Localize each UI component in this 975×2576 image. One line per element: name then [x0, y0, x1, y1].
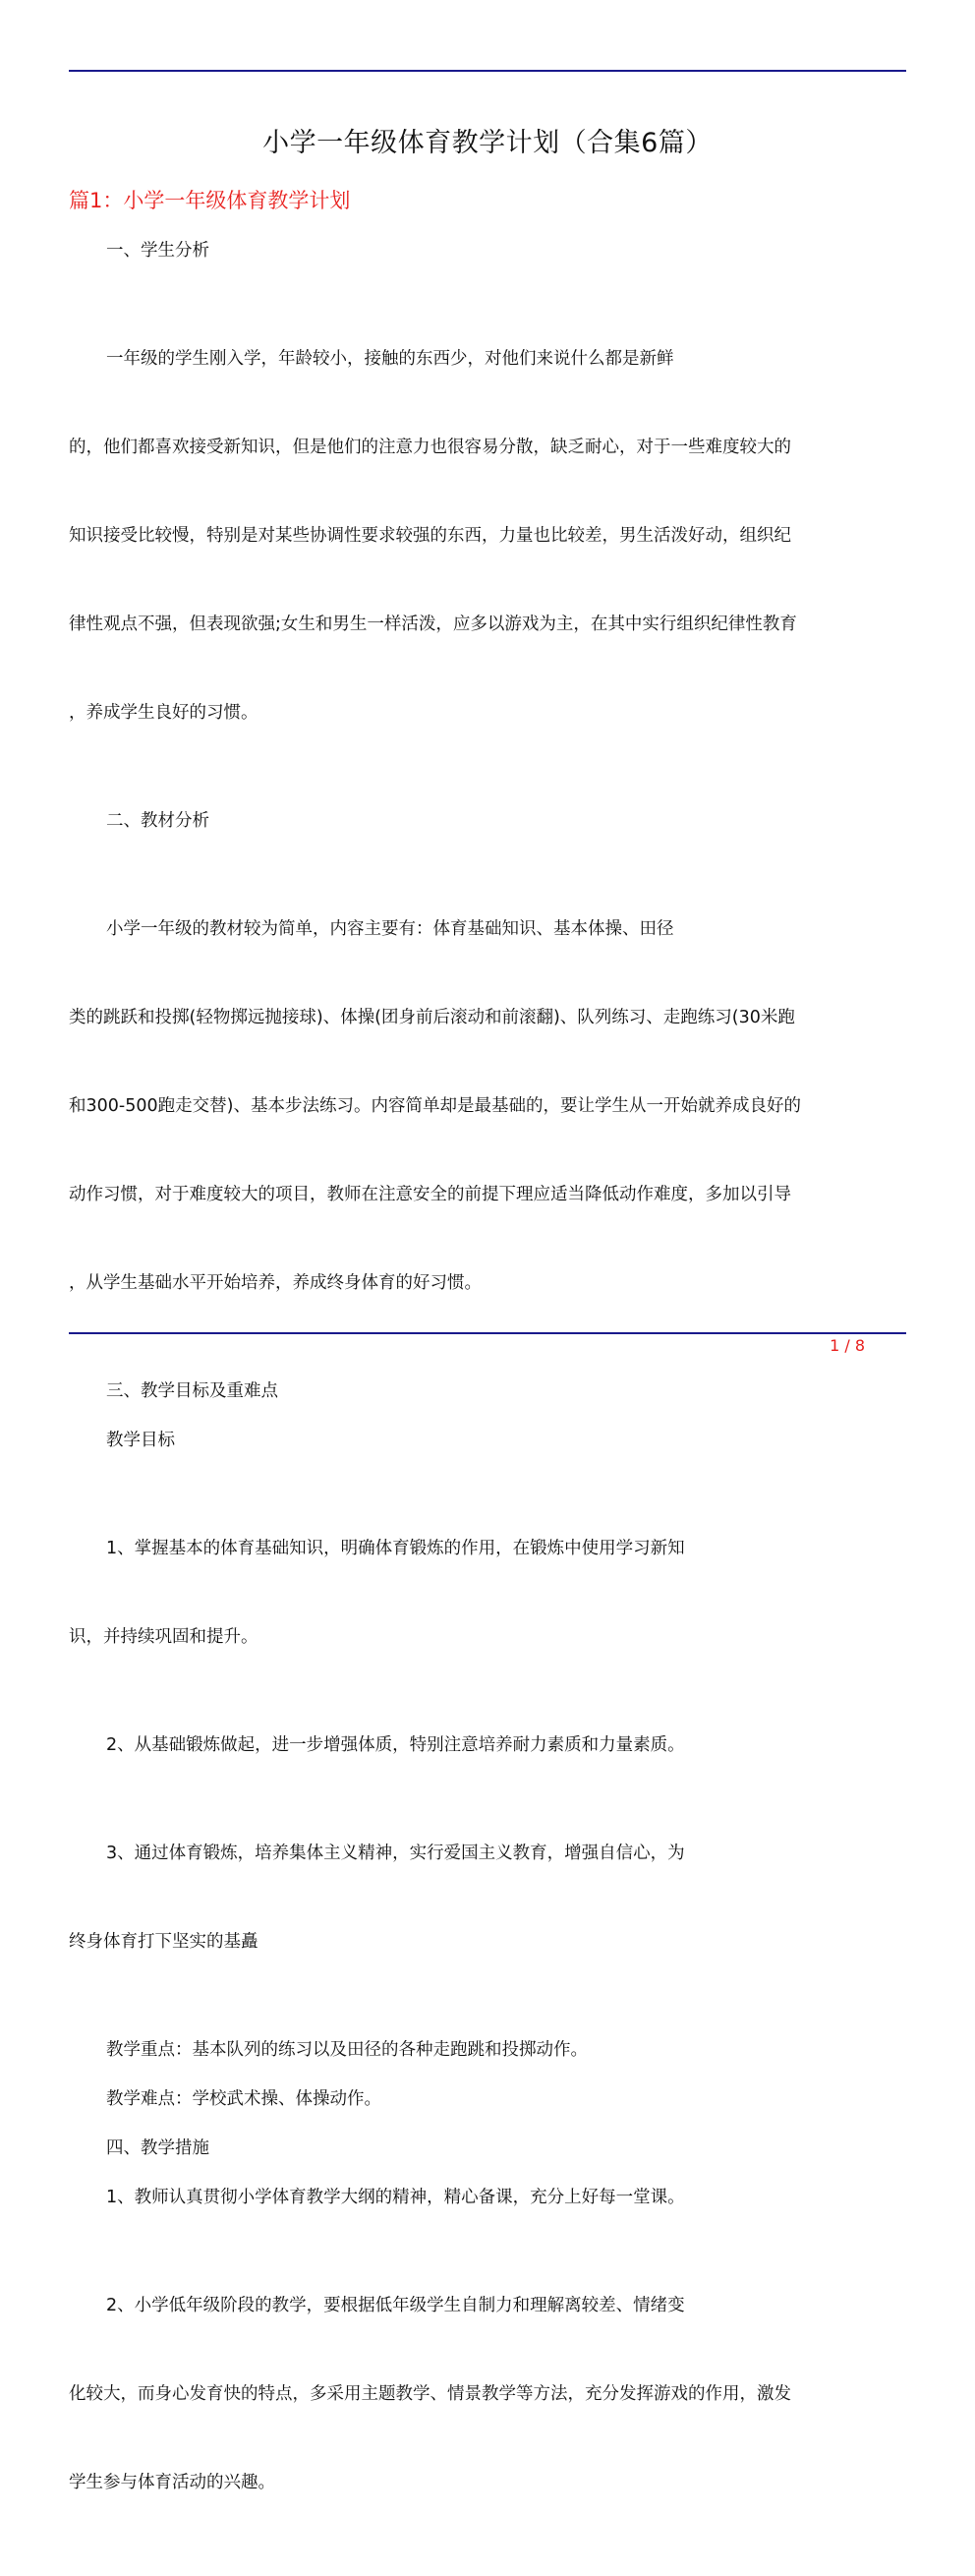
paragraph-material-analysis — [69, 855, 906, 1357]
goal-item-3 — [69, 1780, 906, 2016]
text-line: 小学一年级的教材较为简单，内容主要有：体育基础知识、基本体操、田径 — [106, 919, 674, 939]
page-number: 1 / 8 — [830, 1336, 865, 1355]
section-heading-student-analysis: 一、学生分析 — [106, 241, 209, 261]
text-line: 1、掌握基本的体育基础知识，明确体育锻炼的作用，在锻炼中使用学习新知 — [106, 1539, 685, 1558]
measure-item-1: 1、教师认真贯彻小学体育教学大纲的精神，精心备课，充分上好每一堂课。 — [106, 2188, 685, 2207]
section-heading-teaching-measures: 四、教学措施 — [106, 2138, 209, 2158]
text-line: 学生参与体育活动的兴趣。 — [69, 2473, 275, 2492]
difficulties: 教学难点：学校武术操、体操动作。 — [106, 2089, 381, 2109]
text-line: 类的跳跃和投掷(轻物掷远抛接球)、体操(团身前后滚动和前滚翻)、队列练习、走跑练习(30米跑 — [69, 1008, 795, 1027]
text-line: 化较大，而身心发育快的特点，多采用主题教学、情景教学等方法，充分发挥游戏的作用，激发 — [69, 2384, 791, 2404]
text-line: 识，并持续巩固和提升。 — [69, 1627, 258, 1647]
text-line: 律性观点不强，但表现欲强;女生和男生一样活泼，应多以游戏为主，在其中实行组织纪律性教育 — [69, 615, 797, 634]
measure-item-2 — [69, 2232, 906, 2556]
chapter-title: 篇1：小学一年级体育教学计划 — [69, 189, 351, 212]
text-line: 动作习惯，对于难度较大的项目，教师在注意安全的前提下理应适当降低动作难度，多加以引导 — [69, 1185, 791, 1204]
text-line: 的，他们都喜欢接受新知识，但是他们的注意力也很容易分散，缺乏耐心，对于一些难度较大的 — [69, 438, 791, 457]
document-body — [69, 236, 906, 2576]
header-rule — [69, 70, 906, 72]
paragraph-student-analysis — [69, 285, 906, 787]
text-line: 3、通过体育锻炼，培养集体主义精神，实行爱国主义教育，增强自信心，为 — [106, 1844, 685, 1863]
goal-item-1 — [69, 1475, 906, 1711]
text-line: ，养成学生良好的习惯。 — [69, 703, 258, 723]
document-title: 小学一年级体育教学计划（合集6篇） — [262, 128, 713, 158]
text-line: 知识接受比较慢，特别是对某些协调性要求较强的东西，力量也比较差，男生活泼好动，组织纪 — [69, 526, 791, 546]
text-line: 一年级的学生刚入学，年龄较小，接触的东西少，对他们来说什么都是新鲜 — [106, 349, 674, 369]
goal-item-2: 2、从基础锻炼做起，进一步增强体质，特别注意培养耐力素质和力量素质。 — [106, 1735, 685, 1755]
footer-rule — [69, 1332, 906, 1334]
text-line: ，从学生基础水平开始培养，养成终身体育的好习惯。 — [69, 1273, 482, 1293]
key-points: 教学重点：基本队列的练习以及田径的各种走跑跳和投掷动作。 — [106, 2040, 588, 2060]
text-line: 和300-500跑走交替)、基本步法练习。内容简单却是最基础的，要让学生从一开始就养成良好的 — [69, 1096, 801, 1116]
text-line: 2、小学低年级阶段的教学，要根据低年级学生自制力和理解离较差、情绪变 — [106, 2296, 685, 2315]
subheading-teaching-goals: 教学目标 — [106, 1431, 175, 1450]
section-heading-teaching-goals: 三、教学目标及重难点 — [106, 1381, 278, 1401]
text-line: 终身体育打下坚实的基矗 — [69, 1932, 258, 1952]
section-heading-material-analysis: 二、教材分析 — [106, 811, 209, 831]
